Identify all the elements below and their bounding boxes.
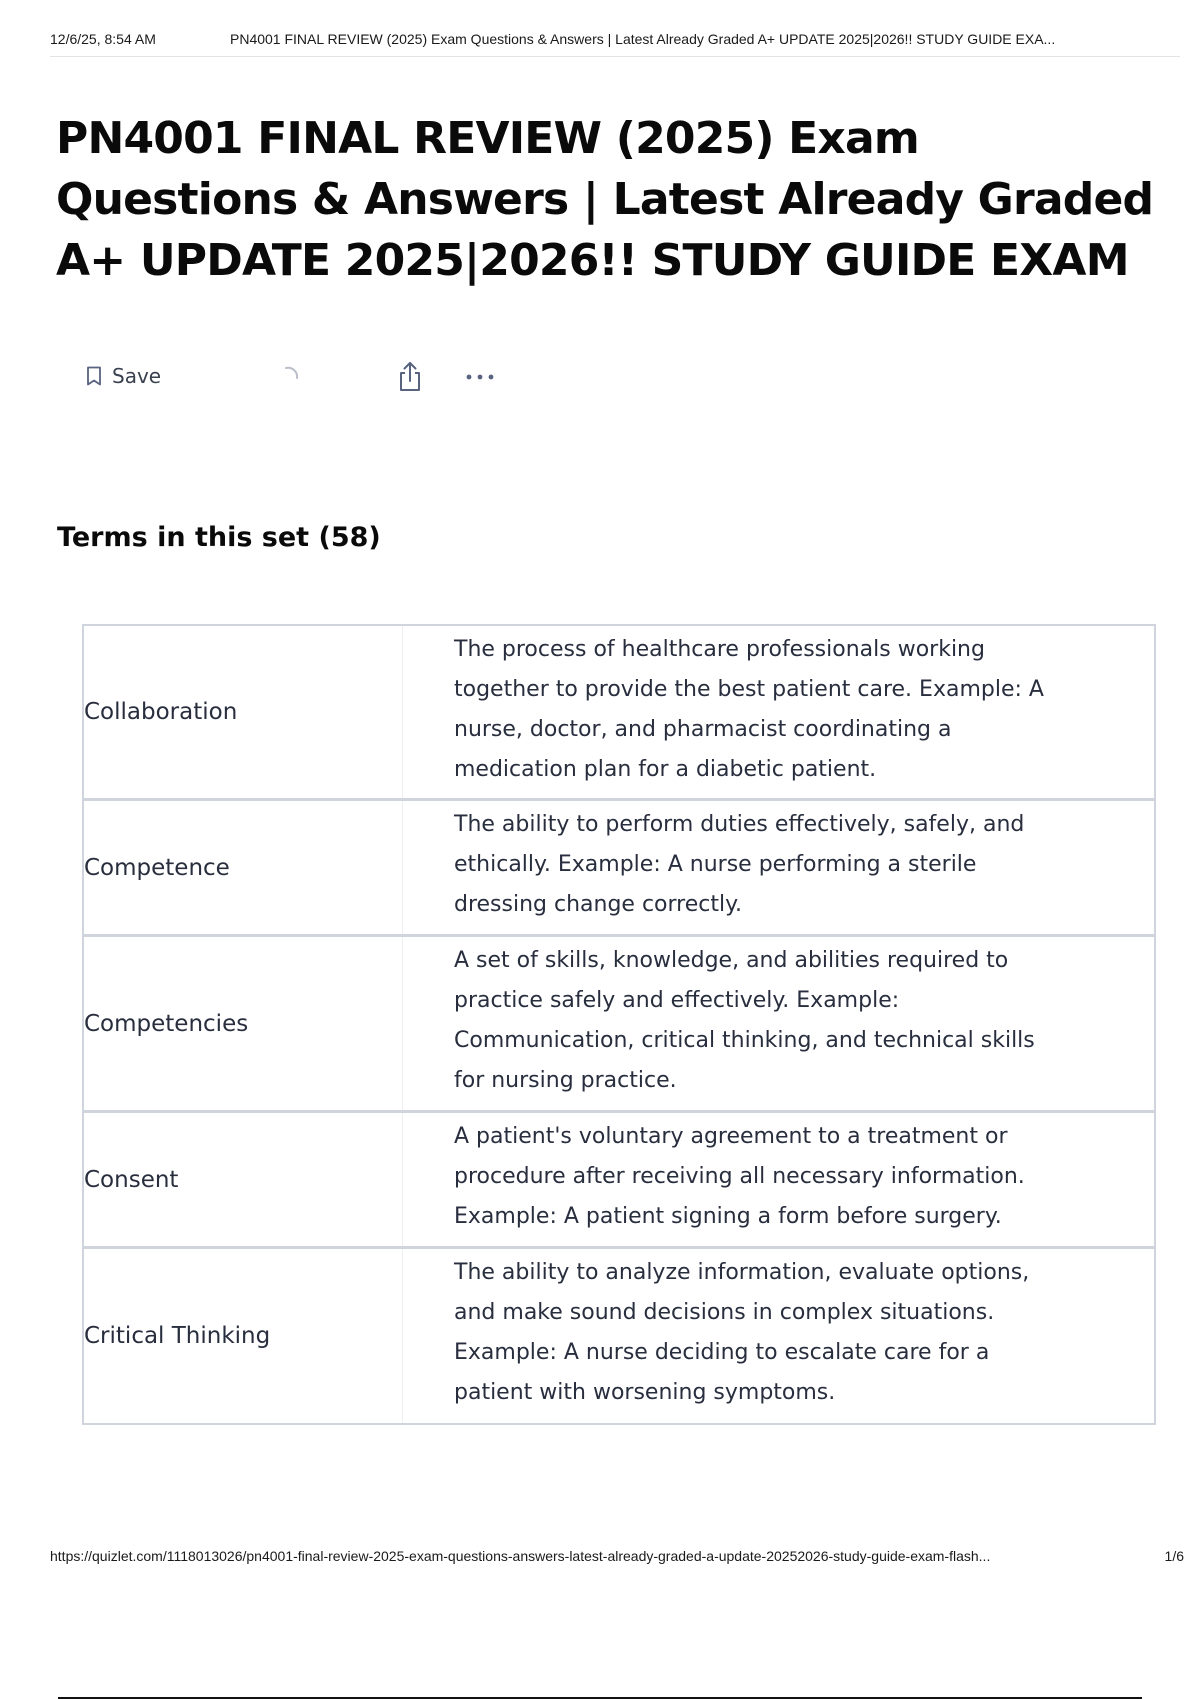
print-url: https://quizlet.com/1118013026/pn4001-final-review-2025-exam-questions-answers-latest-already-graded-a-update-20252026-study-guide-exam-flash... xyxy=(50,1548,991,1564)
term-definition-text: A set of skills, knowledge, and abilities required to practice safely and effectively. Example: Communication, critical thinking, and technical skills for nursing practice. xyxy=(454,948,1035,1093)
term-definition xyxy=(403,1249,1154,1423)
term-row xyxy=(84,801,1154,937)
print-header xyxy=(50,28,1180,57)
term-word: Competence xyxy=(84,801,403,934)
terms-table xyxy=(82,624,1156,1425)
term-definition xyxy=(403,937,1154,1110)
term-word: Critical Thinking xyxy=(84,1249,403,1423)
save-label: Save xyxy=(112,364,162,388)
page-divider xyxy=(58,1697,1142,1699)
set-actions-bar xyxy=(80,358,540,394)
save-button[interactable] xyxy=(80,358,167,394)
share-icon xyxy=(392,382,428,397)
more-options-icon xyxy=(465,369,495,384)
terms-heading: Terms in this set (58) xyxy=(57,522,381,553)
bookmark-icon xyxy=(86,366,102,386)
term-definition-text: The ability to perform duties effectively, safely, and ethically. Example: A nurse performing a sterile dressing change correctly. xyxy=(454,812,1025,917)
share-button[interactable] xyxy=(392,358,428,394)
term-row xyxy=(84,937,1154,1113)
term-row xyxy=(84,626,1154,801)
spinner-icon xyxy=(278,364,302,393)
term-definition-text: A patient's voluntary agreement to a treatment or procedure after receiving all necessary information. Example: A patient signing a form before surgery. xyxy=(454,1124,1025,1229)
term-definition-text: The ability to analyze information, evaluate options, and make sound decisions in complex situations. Example: A nurse deciding to escalate care for a patient with worsening symptoms. xyxy=(454,1260,1030,1405)
term-word: Competencies xyxy=(84,937,403,1110)
term-definition xyxy=(403,1113,1154,1246)
term-row xyxy=(84,1113,1154,1249)
term-word: Collaboration xyxy=(84,626,403,798)
print-doc-title: PN4001 FINAL REVIEW (2025) Exam Questions & Answers | Latest Already Graded A+ UPDATE 2025|2026!! STUDY GUIDE EXA... xyxy=(230,31,1056,47)
term-definition-text: The process of healthcare professionals working together to provide the best patient care. Example: A nurse, doctor, and pharmacist coordinating a medication plan for a diabetic patient. xyxy=(454,637,1044,782)
term-word: Consent xyxy=(84,1113,403,1246)
term-row xyxy=(84,1249,1154,1424)
term-definition xyxy=(403,626,1154,798)
page-number: 1/6 xyxy=(1164,1548,1184,1564)
term-definition xyxy=(403,801,1154,934)
page-title: PN4001 FINAL REVIEW (2025) Exam Questions & Answers | Latest Already Graded A+ UPDATE 2025|2026!! STUDY GUIDE EXAM xyxy=(56,113,1154,286)
more-options-button[interactable] xyxy=(462,358,498,394)
print-date: 12/6/25, 8:54 AM xyxy=(50,31,156,47)
